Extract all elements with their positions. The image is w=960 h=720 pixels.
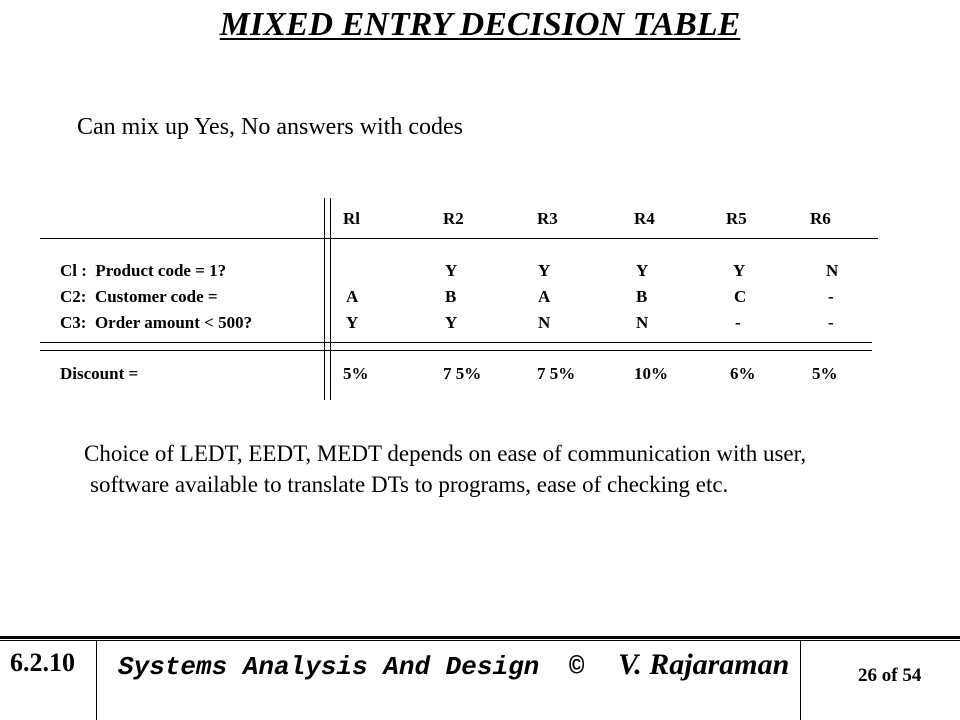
action-entry: 5% <box>343 364 369 383</box>
rule-header: Rl <box>343 209 360 228</box>
table-action-rule-top <box>40 342 872 343</box>
rule-header: R2 <box>443 209 464 228</box>
rule-header: R6 <box>810 209 831 228</box>
condition-entry: Y <box>445 313 458 332</box>
condition-entry: Y <box>445 261 458 280</box>
condition-entry: - <box>828 287 834 306</box>
condition-entry: Y <box>538 261 551 280</box>
action-entry: 7 5% <box>537 364 576 383</box>
footer-divider-thin <box>0 640 960 641</box>
condition-entry: N <box>538 313 551 332</box>
action-label: Discount = <box>60 364 139 383</box>
note-line: Choice of LEDT, EEDT, MEDT depends on ease of communication with user, <box>84 441 807 466</box>
slide-title: MIXED ENTRY DECISION TABLE <box>219 6 741 43</box>
condition-entry: B <box>445 287 457 306</box>
note-paragraph <box>84 438 806 500</box>
subtitle-text: Can mix up Yes, No answers with codes <box>77 114 463 140</box>
note-line: software available to translate DTs to programs, ease of checking etc. <box>90 472 729 497</box>
condition-label: C3: Order amount < 500? <box>60 313 253 332</box>
condition-entry: - <box>828 313 834 332</box>
copyright-symbol: © <box>568 652 585 682</box>
condition-entry: B <box>636 287 648 306</box>
condition-entry: N <box>826 261 839 280</box>
footer-vertical-divider <box>800 640 801 720</box>
course-credit <box>118 648 789 682</box>
rule-header: R3 <box>537 209 558 228</box>
table-action-rule-bottom <box>40 350 872 351</box>
page-indicator: 26 of 54 <box>858 665 922 686</box>
action-entry: 7 5% <box>443 364 482 383</box>
rule-header: R4 <box>634 209 655 228</box>
footer-vertical-divider <box>96 640 97 720</box>
condition-entry: A <box>538 287 551 306</box>
condition-entry: Y <box>636 261 649 280</box>
action-entry: 5% <box>812 364 838 383</box>
author-name: V. Rajaraman <box>618 648 790 681</box>
table-vertical-rule-left <box>324 198 325 400</box>
footer-divider <box>0 636 960 639</box>
action-entry: 6% <box>730 364 756 383</box>
condition-label: C2: Customer code = <box>60 287 218 306</box>
table-header-rule <box>40 238 878 239</box>
condition-entry: - <box>735 313 741 332</box>
condition-entry: Y <box>346 313 359 332</box>
rule-header: R5 <box>726 209 747 228</box>
table-vertical-rule-right <box>330 198 331 400</box>
section-number: 6.2.10 <box>10 648 75 677</box>
condition-entry: N <box>636 313 649 332</box>
condition-label: Cl : Product code = 1? <box>60 261 227 280</box>
course-title: Systems Analysis And Design <box>118 652 540 682</box>
action-entry: 10% <box>634 364 668 383</box>
condition-entry: C <box>734 287 747 306</box>
condition-entry: A <box>346 287 359 306</box>
condition-entry: Y <box>733 261 746 280</box>
